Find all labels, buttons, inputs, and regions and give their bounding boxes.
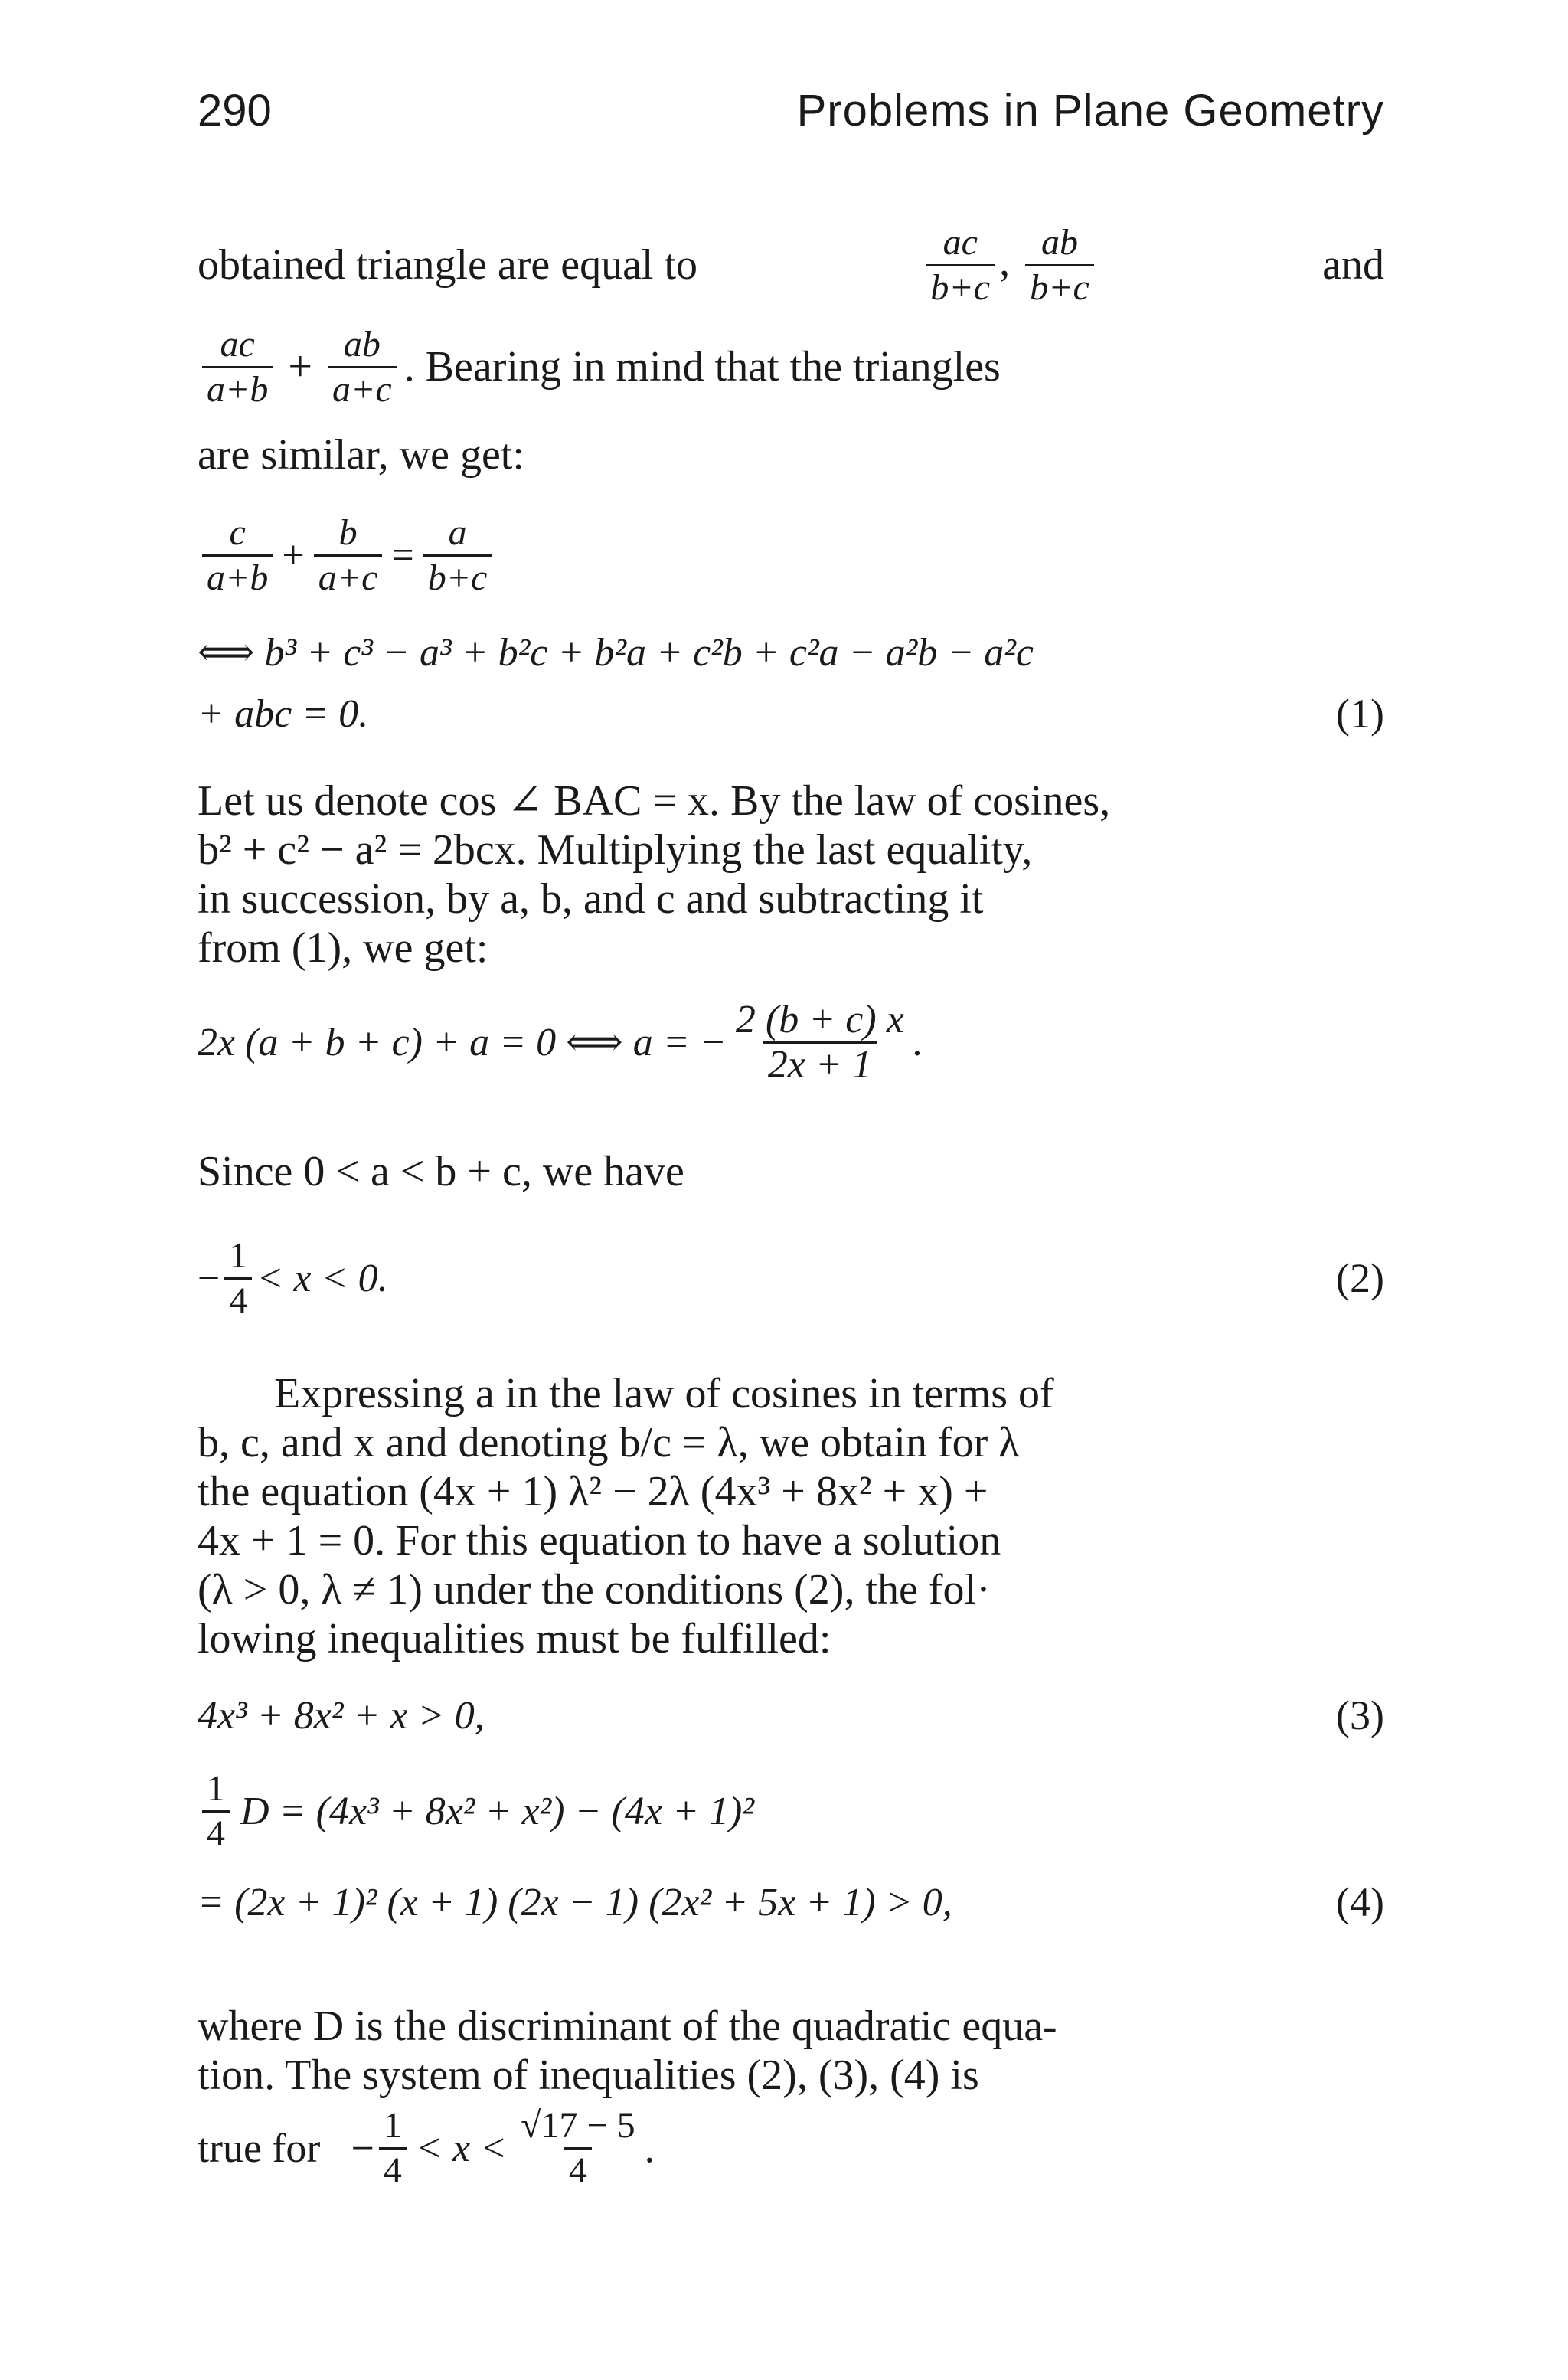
equation-d: 2x (a + b + c) + a = 0 ⟺ a = − $\frac{2 (b + c) x}{2x + 1}$ . — [198, 997, 923, 1087]
equation-number-2: (2) — [1336, 1255, 1384, 1301]
equation-e: − $\frac{1}{4}$ < x < 0. (2) — [198, 1234, 1384, 1321]
p1-line1: obtained triangle are equal to $\frac{ac}{b+c}$ , $\frac{ab}{b+c}$ and — [198, 221, 1384, 308]
equation-c: + abc = 0. (1) — [198, 691, 1384, 737]
page-header — [198, 83, 1384, 138]
paragraph-2: Let us denote cos ∠ BAC = x. By the law of cosines, b² + c² − a² = 2bcx. Multiplying the last equality, in succession, by a, b, and c and subtracting it from (1), we get: — [198, 777, 1111, 972]
equation-h: = (2x + 1)² (x + 1) (2x − 1) (2x² + 5x + 1) > 0, (4) — [198, 1879, 1384, 1925]
p1-line3: are similar, we get: — [198, 431, 524, 479]
paragraph-3: Since 0 < a < b + c, we have — [198, 1148, 684, 1195]
final-inequality: true for − $\frac{1}{4}$ < x < √17 − 5 4 . — [198, 2104, 655, 2191]
frac-quarter: $\frac{1}{4}$ — [224, 1234, 252, 1322]
equation-f: 4x³ + 8x² + x > 0, (3) — [198, 1692, 1384, 1738]
frac-sqrt17: √17 − 5 4 — [521, 2104, 635, 2191]
page-number: 290 — [198, 85, 272, 136]
frac-ac-bc: $\frac{ac}{b+c}$ — [926, 221, 995, 309]
equation-number-3: (3) — [1336, 1692, 1384, 1738]
frac-ab-bc: $\frac{ab}{b+c}$ — [1025, 221, 1094, 309]
frac-quarter-d: 1 4 — [202, 1767, 230, 1855]
equation-number-4: (4) — [1336, 1879, 1384, 1925]
frac-ac-ab: ac a+b — [202, 323, 273, 411]
p1-text1: obtained triangle are equal to — [198, 241, 698, 289]
equation-b: ⟺ b³ + c³ − a³ + b²c + b²a + c²b + c²a − a²b − a²c — [198, 631, 1034, 675]
frac-c: c a+b — [202, 512, 273, 600]
frac-a: $\frac{a}{b+c}$ — [423, 512, 492, 600]
p1-and: and — [1322, 241, 1384, 289]
frac-quarter-final: $\frac{1}{4}$ — [379, 2104, 407, 2192]
p1-line2 — [198, 325, 1384, 409]
frac-ab-ac: $\frac{ab}{a+c}$ — [328, 323, 397, 411]
equation-number-1: (1) — [1336, 691, 1384, 737]
frac-b: $\frac{b}{a+c}$ — [314, 512, 383, 600]
plus-sign: + — [288, 343, 312, 391]
equation-a: c a+b + $\frac{b}{a+c}$ = $\frac{a}{b+c}$ — [198, 505, 1384, 605]
running-title: Problems in Plane Geometry — [796, 85, 1384, 136]
equation-g: 1 4 D = (4x³ + 8x² + x²) − (4x + 1)² — [198, 1761, 1384, 1861]
frac-solution-a: $\frac{2 (b + c) x}{2x + 1}$ — [735, 997, 904, 1087]
p1-text3: . Bearing in mind that the triangles — [403, 343, 1001, 391]
paragraph-4: Expressing a in the law of cosines in terms of b, c, and x and denoting b/c = λ, we obtain for λ the equation (4x + 1) λ² − 2λ (4x³ + 8x² + x) + 4x + 1 = 0. For this equation to have a solution (λ > 0, λ ≠ 1) under the conditions (2), the fol· lowing inequalities must be fulfilled: — [198, 1370, 1054, 1662]
paragraph-5: where D is the discriminant of the quadratic equa- tion. The system of inequalities (2), (3), (4) is — [198, 2002, 1057, 2099]
